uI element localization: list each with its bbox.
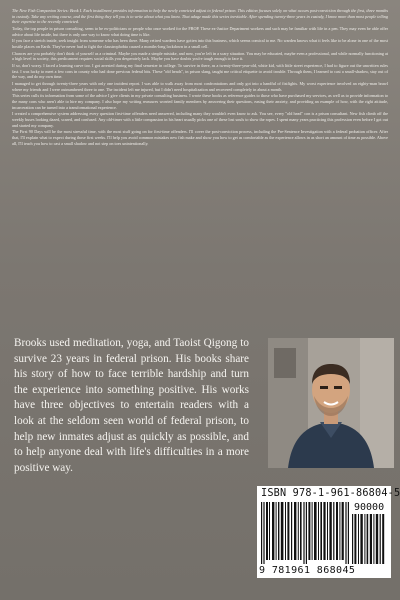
ean-digits: 9 781961 868045 xyxy=(259,565,356,576)
description-paragraph-7: This series culls its information from some of the advice I give clients in my private consulting business. I wrote these books as reference guides to those who have purchased my services, as well as to provide information to the many cons who aren't able to hire my company. I also hope my writing reassures worried family members by answering their questions, easing their anxiety, and providing an example of how, with the right attitude, incarceration can be turned into a transformational experience. xyxy=(12,93,388,110)
description-paragraph-9: The First 90 Days will be the most stressful time, with the most stuff going on for first-time offenders. I'll cover the post-conviction process, including the Pre-Sentence Investigation with a federal probation officer. After that, I'll explain what to expect during those first weeks. I'll help you avoid common mistakes new fish make and show you how to get as comfortable as the experience allows in as short an amount of time as possible. Above all, I'll teach you how to cast a small shadow and not step on toes unintentionally. xyxy=(12,129,388,146)
description-paragraph-1: The New Fish Companion Series: Book I. Each installment provides information to help the newly convicted adjust to federal prison. This edition focuses solely on what occurs post-conviction through the first, three months in custody. Take any writing course, and the first thing they tell you is to write about what you know. That adage made this series inevitable. After spending twenty-three years in custody, I know more than most people telling their expertise to the recently convicted. xyxy=(12,8,388,25)
addon-barcode-bars xyxy=(352,514,386,564)
ean-barcode-bars xyxy=(261,502,349,564)
book-description xyxy=(12,8,388,147)
isbn-label: ISBN 978-1-961-86804-5 xyxy=(261,488,400,499)
author-photo xyxy=(268,338,394,468)
description-paragraph-8: I created a comprehensive system addressing every question first-time offenders need answered, including many they wouldn't even know to ask. You see, every "old head" con is a prison consultant. New fish climb off the weekly buses looking dazed, scared, and confused. Any old-timer with a little compassion in his heart usually picks one of these lost souls to show the ropes. I spent many years practicing this profession even before I got out and started my company. xyxy=(12,111,388,128)
price-code: 90000 xyxy=(354,502,385,513)
isbn-barcode xyxy=(257,486,400,578)
description-paragraph-3: If you face a stretch inside, seek insight from someone who has been there. Many retired wardens have gotten into this business, which seems comical to me. No warden knows what it feels like to be alone in one of the most hostile places on Earth. They've never had to fight the claustrophobia caused a months-long lockdown in a small cell. xyxy=(12,38,388,49)
description-paragraph-6: I managed to get through twenty-three years with only one incident report. I was able to walk away from most confrontations and only got into a handful of fistfights. My worst experience involved an eighty-man brawl where my friends and I were outnumbered three to one. The incident left me injured, but I didn't need hospitalization and recovered completely in about a month. xyxy=(12,81,388,92)
description-paragraph-5: If so, don't worry. I faced a learning curve too. I got arrested during my final semester in college. To survive in there, as a twenty-three-year-old, white kid, with little street experience, I had to figure out the unwritten rules fast. I was lucky to meet a few cons in county who had done previous federal bits. These "old heads", in prison slang, taught me critical etiquette to avoid trouble. Through them, I learned to cast a small-shadow, stay out of the way, and do my own time. xyxy=(12,63,388,80)
description-paragraph-2: Today, the top people in prison consulting, seem to be ex-politicians or people who once worked for the FBOP. These ex-Justice Department workers and such may be familiar with life in a pen. They may even be able offer advice about life inside, but there is only one way to know what doing time is like. xyxy=(12,25,388,37)
author-bio: Brooks used meditation, yoga, and Taoist Qigong to survive 23 years in federal prison. His books share his story of how to face terrible hardship and turn the experience into something positive. His works have three objectives to entertain readers with a look at the seldom seen world of federal prison, to help new inmates adjust as quickly as possible, and to help anyone deal with life's difficulties in a more positive way. xyxy=(14,337,249,474)
description-paragraph-4: Chances are you probably don't think of yourself as a criminal. Maybe you made a simple mistake, and now, you're left in a scary situation. You may be educated, maybe even a professional, and while normally functioning at a high level in society, this predicament requires social skills you desperately lack. Maybe you have doubts you're tough enough to face it. xyxy=(12,50,388,62)
author-photo-illustration xyxy=(268,338,394,468)
